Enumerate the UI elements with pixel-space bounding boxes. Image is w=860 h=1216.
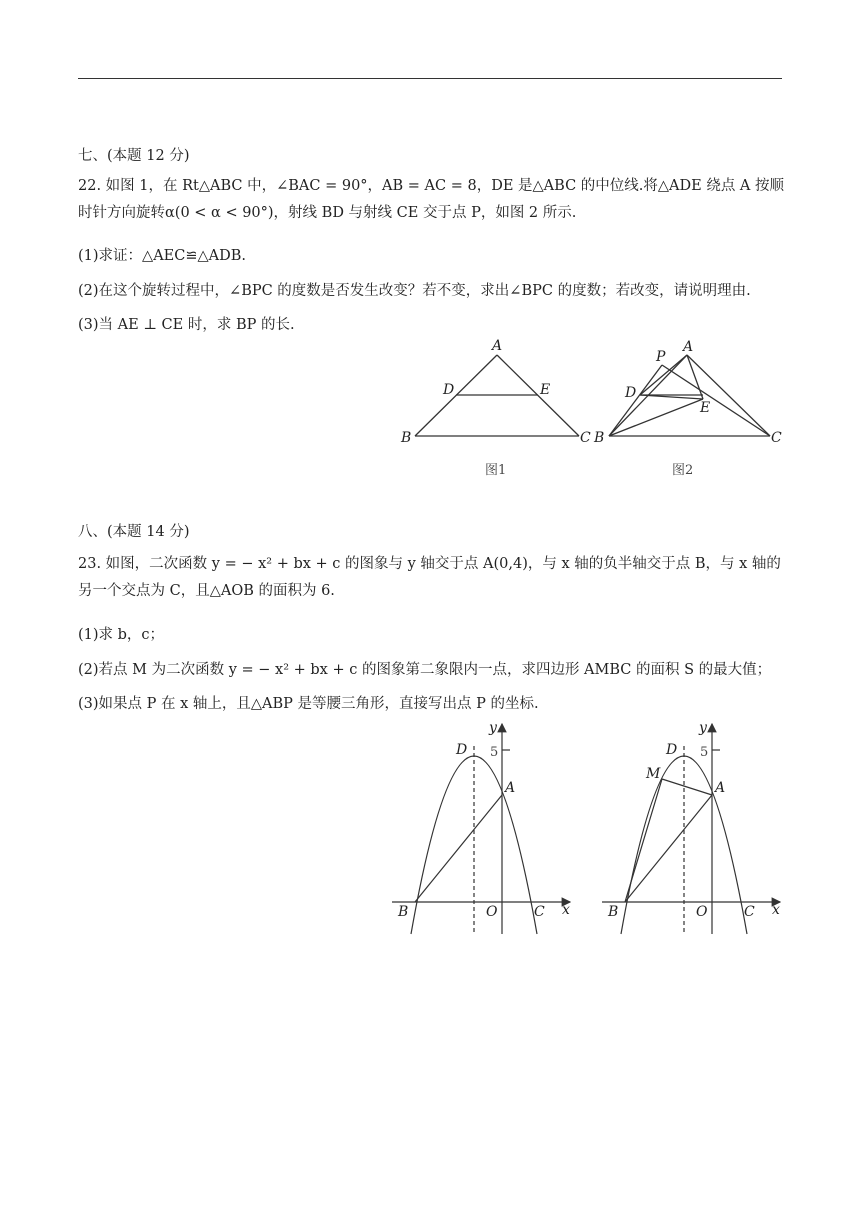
fig1-caption: 图1 xyxy=(485,463,507,478)
fig1-label-b: B xyxy=(401,430,412,446)
graph2-label-m: M xyxy=(646,766,661,782)
fig2-label-b: B xyxy=(594,430,605,446)
graph2-label-a: A xyxy=(715,780,726,796)
fig2-label-e: E xyxy=(700,400,711,416)
graph2-label-c: C xyxy=(744,904,755,920)
graph1-label-d: D xyxy=(456,742,468,758)
fig1-label-c: C xyxy=(580,430,591,446)
graph1-label-y: y xyxy=(489,720,497,736)
fig2-label-a: A xyxy=(683,339,694,355)
graph1-label-o: O xyxy=(486,904,498,920)
fig2-segment-ae xyxy=(687,355,703,399)
q23-part1: (1)求 b，c； xyxy=(78,627,165,643)
q22-part3: (3)当 AE ⊥ CE 时，求 BP 的长. xyxy=(78,317,295,333)
section-heading-7: 七、(本题 12 分) xyxy=(78,148,190,164)
fig2-ray-ce xyxy=(662,365,770,436)
fig2-caption: 图2 xyxy=(672,463,694,478)
fig1-label-e: E xyxy=(540,382,551,398)
graph1-label-a: A xyxy=(505,780,516,796)
graph1-label-5: 5 xyxy=(490,745,499,760)
graph1-label-b: B xyxy=(398,904,409,920)
graph1-label-c: C xyxy=(534,904,545,920)
graph2-label-b: B xyxy=(608,904,619,920)
fig1-label-a: A xyxy=(492,338,503,354)
fig2-label-p: P xyxy=(656,349,666,365)
q23-graph-2 xyxy=(598,716,794,938)
fig1-label-d: D xyxy=(443,382,455,398)
fig2-label-d: D xyxy=(625,385,637,401)
graph2-label-o: O xyxy=(696,904,708,920)
graph1-label-x: x xyxy=(562,902,570,918)
segment-ma xyxy=(662,779,712,795)
q22-stem: 22. 如图 1，在 Rt△ABC 中，∠BAC = 90°，AB = AC = 8，DE 是△ABC 的中位线.将△ADE 绕点 A 按顺时针方向旋转α(0 < α < 90°)，射线 BD 与射线 CE 交于点 P，如图 2 所示. xyxy=(78,178,785,221)
graph2-label-y: y xyxy=(699,720,707,736)
q23-part2: (2)若点 M 为二次函数 y = − x² + bx + c 的图象第二象限内一点，求四边形 AMBC 的面积 S 的最大值； xyxy=(78,662,772,678)
q22-part1: (1)求证：△AEC≌△ADB. xyxy=(78,248,247,264)
q23-graph-1 xyxy=(388,716,584,938)
section-heading-8: 八、(本题 14 分) xyxy=(78,524,190,540)
graph2-label-d: D xyxy=(666,742,678,758)
q22-figure-2 xyxy=(590,335,790,485)
graph2-label-x: x xyxy=(772,902,780,918)
q23-stem: 23. 如图，二次函数 y = − x² + bx + c 的图象与 y 轴交于点 A(0,4)，与 x 轴的负半轴交于点 B，与 x 轴的另一个交点为 C，且△AOB 的面积为 6. xyxy=(78,556,781,599)
segment-bm xyxy=(625,779,662,902)
graph2-label-5: 5 xyxy=(700,745,709,760)
fig2-label-c: C xyxy=(771,430,782,446)
q22-figure-1 xyxy=(395,335,605,485)
header-rule xyxy=(78,78,782,79)
q22-part2: (2)在这个旋转过程中，∠BPC 的度数是否发生改变？若不变，求出∠BPC 的度数；若改变，请说明理由. xyxy=(78,283,751,299)
q23-part3: (3)如果点 P 在 x 轴上，且△ABP 是等腰三角形，直接写出点 P 的坐标. xyxy=(78,696,539,712)
